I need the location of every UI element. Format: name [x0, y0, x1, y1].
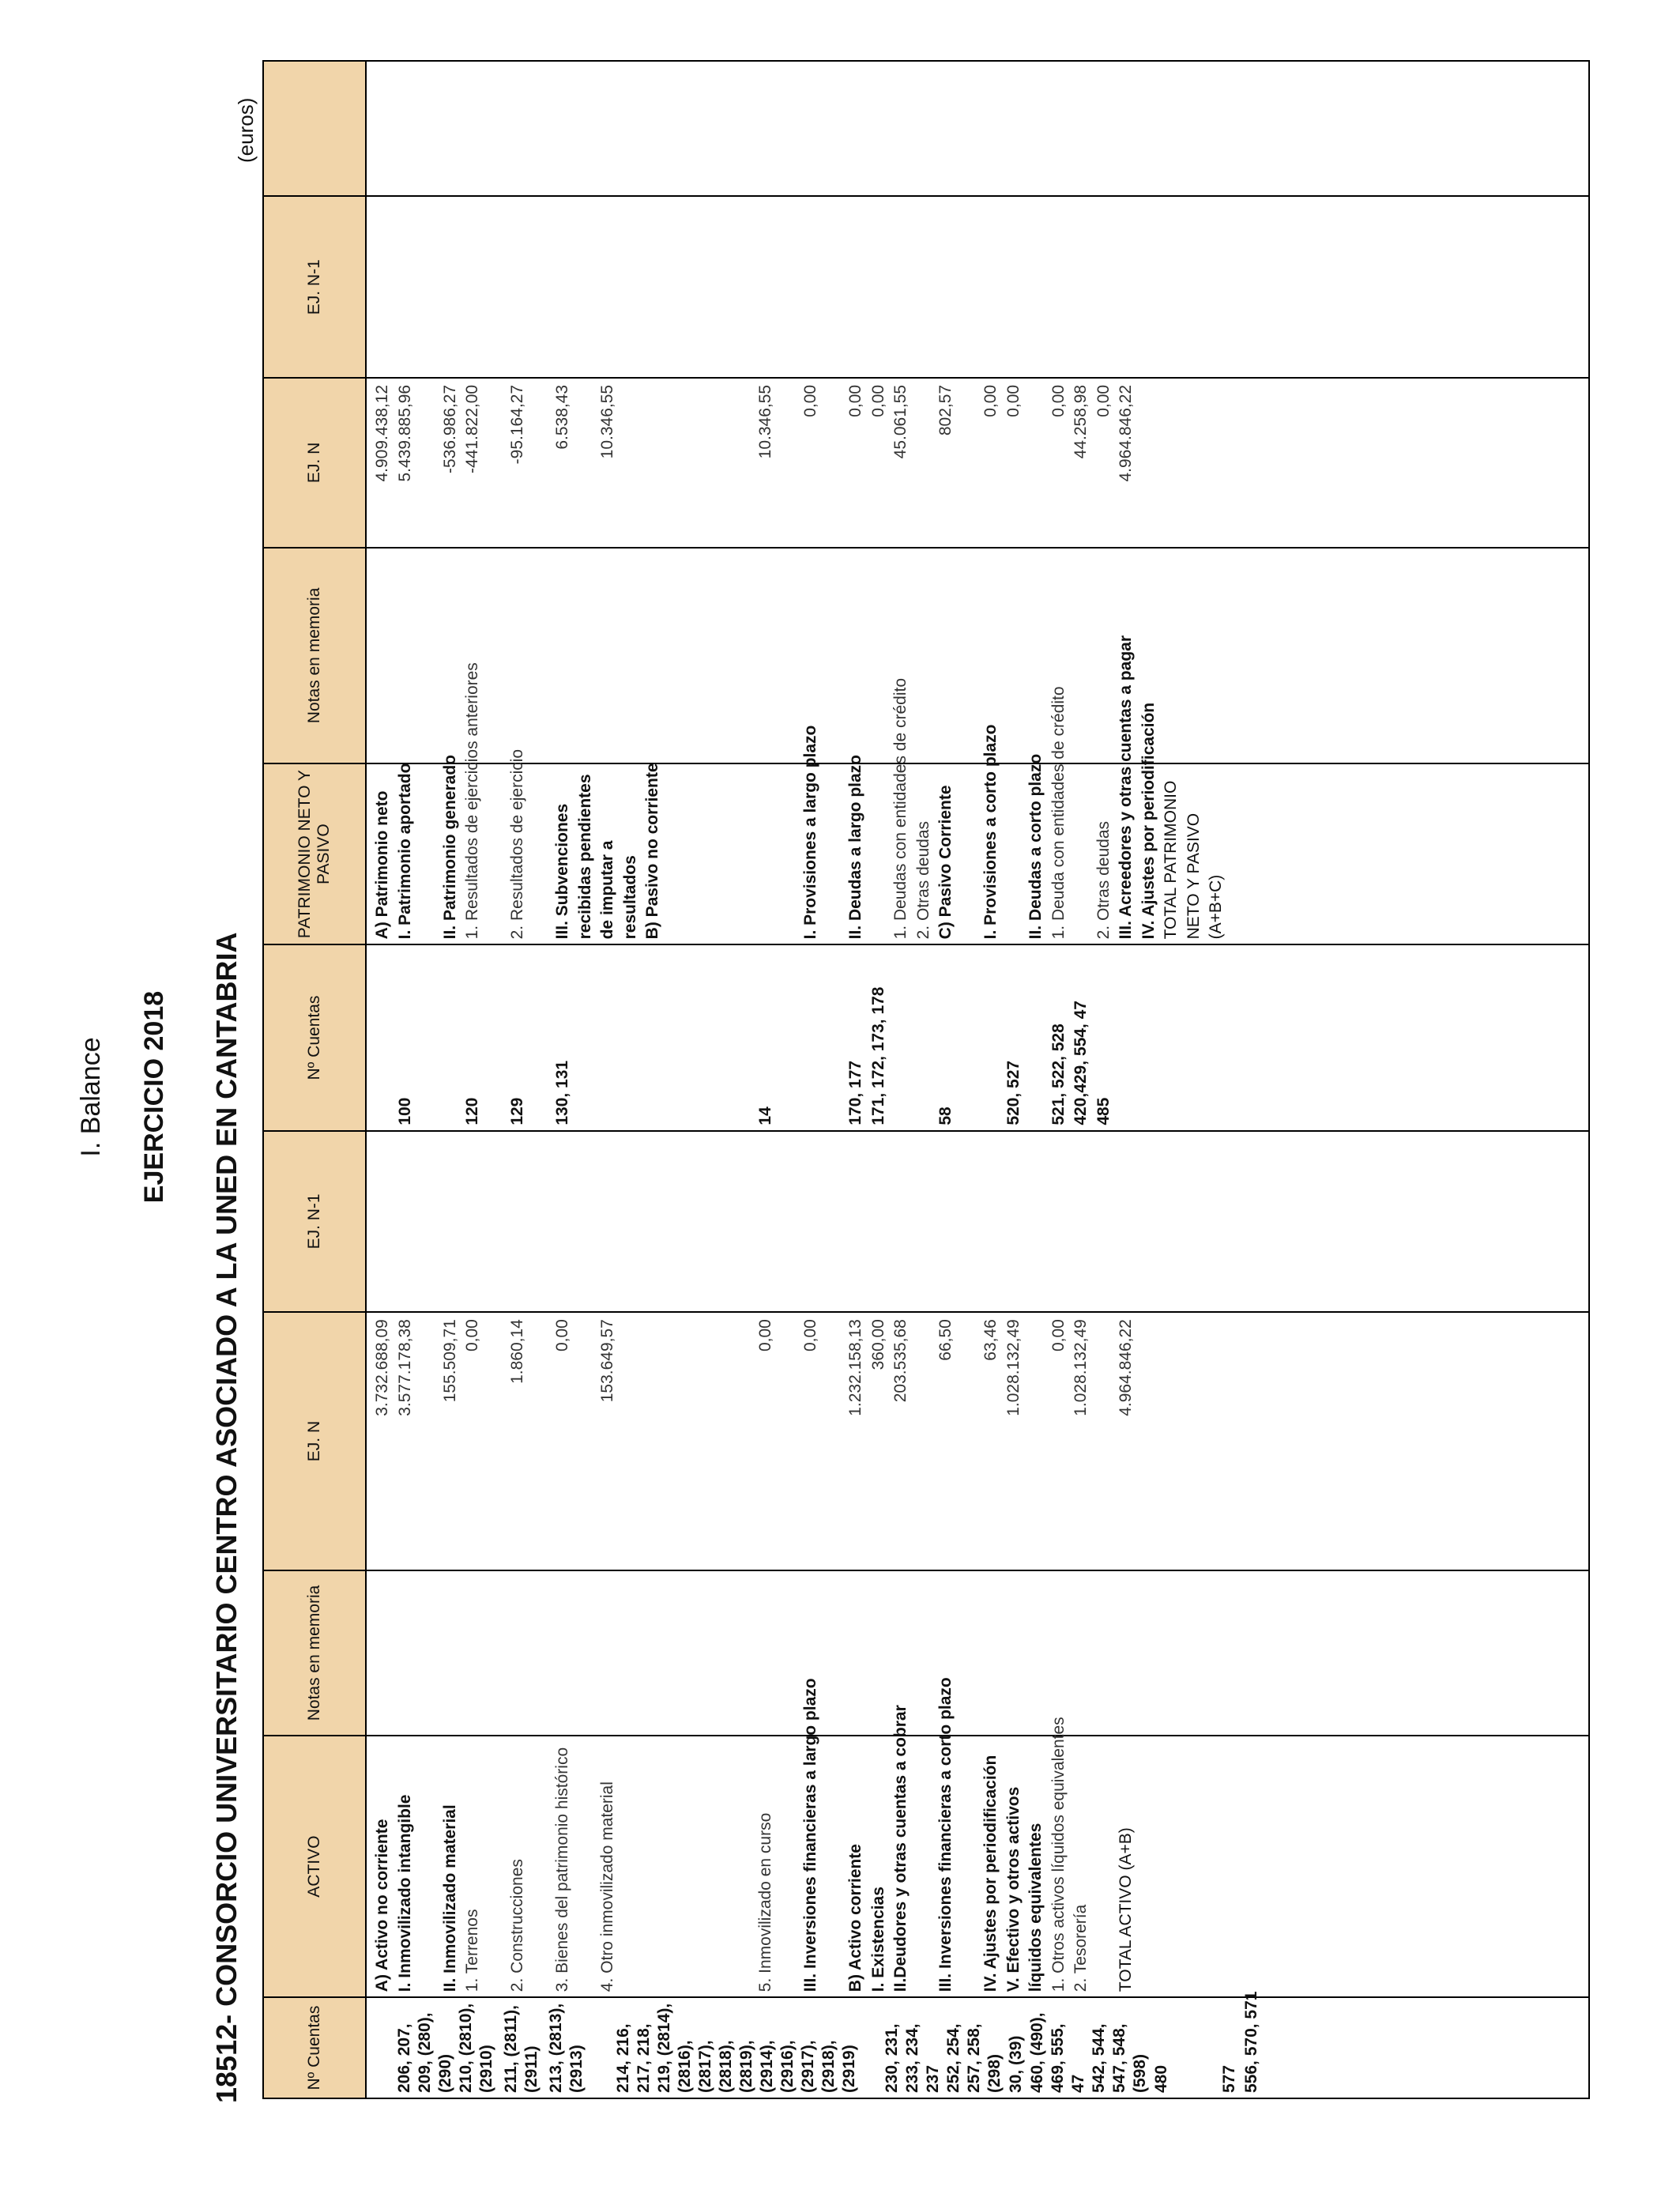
- pasivo-value: 0,00: [1004, 384, 1023, 417]
- pasivo-label: III. Acreedores y otras cuentas a pagar: [1117, 635, 1135, 940]
- pasivo-label: A) Patrimonio neto: [373, 790, 391, 940]
- activo-label: IV. Ajustes por periodificación: [981, 1755, 1000, 1992]
- pasivo-cuentas-col: [366, 944, 1589, 1130]
- activo-label: I. Inmovilizado intangible: [395, 1794, 414, 1992]
- activo-labels-col: [366, 1677, 1589, 1997]
- activo-label: 2. Construcciones: [508, 1859, 526, 1992]
- col-header-ejn1-pasivo: EJ. N-1: [263, 196, 366, 377]
- activo-value: 4.964.846,22: [1117, 1319, 1135, 1416]
- pasivo-value: 0,00: [846, 384, 864, 417]
- acc-cell: [800, 945, 845, 1129]
- acc-cell: 129: [508, 1097, 526, 1125]
- activo-label: A) Activo no corriente: [373, 1819, 391, 1992]
- acc-cell: 520, 527: [1004, 1060, 1023, 1125]
- activo-value: 66,50: [936, 1319, 955, 1361]
- acc-cell: 480: [1152, 2064, 1170, 2093]
- pasivo-value: 0,00: [1094, 384, 1113, 417]
- activo-value: 0,00: [553, 1319, 571, 1352]
- extra-col: [366, 61, 1589, 196]
- activo-label: B) Activo corriente: [846, 1844, 864, 1992]
- activo-value: 155.509,71: [440, 1319, 459, 1403]
- pasivo-label: TOTAL PATRIMONIO NETO Y PASIVO (A+B+C): [1162, 780, 1225, 940]
- activo-label: 2. Tesorería: [1072, 1904, 1090, 1992]
- acc-cell: [597, 945, 755, 1129]
- acc-cell: 213, (2813), (2913): [546, 2003, 586, 2093]
- activo-label: 3. Bienes del patrimonio histórico: [553, 1747, 571, 1992]
- acc-cell: 556, 570, 571: [1242, 1991, 1260, 2093]
- col-header-notas: Notas en memoria: [263, 1570, 366, 1736]
- activo-value: 0,00: [756, 1319, 774, 1352]
- pasivo-value: 0,00: [868, 384, 887, 417]
- pasivo-label: I. Provisiones a corto plazo: [981, 724, 1000, 940]
- acc-cell: 214, 216, 217, 218, 219, (2814), (2816), (2817), (2818), (2819), (2914), (2916), (2917), (2918), (2919): [613, 2003, 858, 2093]
- acc-cell: 170, 177: [846, 1060, 864, 1125]
- activo-label: III. Inversiones financieras a largo plazo: [801, 1678, 819, 1992]
- pasivo-notas-col: [366, 548, 1589, 763]
- col-header-activo: ACTIVO: [263, 1736, 366, 1997]
- activo-label: 1. Otros activos líquidos equivalentes: [1049, 1717, 1068, 1992]
- activo-value: 63,46: [981, 1319, 1000, 1361]
- activo-label: II. Inmovilizado material: [440, 1804, 459, 1992]
- acc-cell: [1173, 1998, 1219, 2098]
- pasivo-value: -95.164,27: [508, 384, 526, 465]
- activo-label: I. Existencias: [868, 1887, 887, 1992]
- pasivo-value: 45.061,55: [891, 384, 910, 459]
- activo-value: 0,00: [463, 1319, 481, 1352]
- activo-ejn-col: [366, 1312, 1589, 1570]
- col-header-extra: [263, 61, 366, 196]
- pasivo-ejn-col: [366, 378, 1589, 548]
- fiscal-year: EJERCICIO 2018: [139, 990, 169, 1204]
- table-body-row: [366, 61, 1589, 2098]
- pasivo-value: 10.346,55: [598, 384, 616, 459]
- acc-cell: 420,429, 554, 47: [1072, 1001, 1090, 1125]
- pasivo-label: I. Provisiones a largo plazo: [801, 725, 819, 940]
- pasivo-label: 2. Otras deudas: [913, 820, 932, 940]
- pasivo-label: 2. Resultados de ejercicio: [508, 748, 526, 940]
- activo-label: 5. Inmovilizado en curso: [756, 1812, 774, 1992]
- activo-notas-col: [366, 1570, 1589, 1736]
- pasivo-value: 5.439.885,96: [395, 384, 414, 482]
- pasivo-label: IV. Ajustes por periodificación: [1139, 702, 1158, 940]
- acc-cell: 521, 522, 528: [1049, 1023, 1068, 1125]
- activo-label: II.Deudores y otras cuentas a cobrar: [891, 1705, 910, 1992]
- acc-cell: [371, 945, 394, 1129]
- acc-cell: 30, (39): [1006, 2035, 1025, 2093]
- pasivo-label: 2. Otras deudas: [1094, 820, 1113, 940]
- acc-cell: 100: [395, 1097, 414, 1125]
- activo-label: III. Inversiones financieras a corto plazo: [936, 1677, 955, 1992]
- col-header-pasivo: PATRIMONIO NETO Y PASIVO: [263, 763, 366, 944]
- pasivo-label: II. Deudas a corto plazo: [1026, 753, 1045, 940]
- activo-cuentas-col: [366, 1991, 1589, 2098]
- pasivo-value: -536.986,27: [440, 384, 459, 474]
- col-header-cuentas-pasivo: Nº Cuentas: [263, 944, 366, 1130]
- activo-value: 3.577.178,38: [395, 1319, 414, 1416]
- activo-value: 153.649,57: [598, 1319, 616, 1403]
- activo-value: 1.028.132,49: [1072, 1319, 1090, 1416]
- pasivo-value: 10.346,55: [756, 384, 774, 459]
- pasivo-value: 0,00: [1049, 384, 1068, 417]
- col-header-notas-pasivo: Notas en memoria: [263, 548, 366, 763]
- pasivo-ejn1-col: [366, 196, 1589, 377]
- activo-value: 0,00: [1049, 1319, 1068, 1352]
- pasivo-labels-col: [366, 635, 1589, 944]
- balance-table: [262, 60, 1590, 2099]
- pasivo-value: 0,00: [981, 384, 1000, 417]
- acc-cell: [980, 945, 1003, 1129]
- acc-cell: 460, (490), 469, 555, 47: [1028, 2012, 1087, 2093]
- acc-cell: 58: [936, 1106, 955, 1125]
- pasivo-label: 1. Deudas con entidades de crédito: [891, 677, 910, 940]
- activo-label: TOTAL ACTIVO (A+B): [1117, 1827, 1135, 1992]
- activo-value: 0,00: [801, 1319, 819, 1352]
- acc-cell: 577: [1219, 2064, 1238, 2093]
- pasivo-label: 1. Resultados de ejercicios anteriores: [463, 662, 481, 940]
- activo-value: 3.732.688,09: [373, 1319, 391, 1416]
- acc-cell: 542, 544, 547, 548, (598): [1090, 2023, 1149, 2093]
- col-header-ejn: EJ. N: [263, 1312, 366, 1570]
- col-header-ejn1: EJ. N-1: [263, 1131, 366, 1312]
- activo-value: 203.535,68: [891, 1319, 910, 1403]
- acc-cell: 14: [756, 1106, 774, 1125]
- pasivo-label: III. Subvenciones recibidas pendientes de imputar a resultados: [553, 774, 639, 940]
- activo-label: 1. Terrenos: [463, 1909, 481, 1992]
- pasivo-value: 6.538,43: [553, 384, 571, 450]
- activo-ejn1-col: [366, 1131, 1589, 1312]
- activo-label: V. Efectivo y otros activos líquidos equivalentes: [1004, 1786, 1045, 1992]
- acc-cell: 210, (2810), (2910): [456, 2003, 495, 2093]
- acc-cell: 120: [463, 1097, 481, 1125]
- acc-cell: 171, 172, 173, 178: [868, 986, 887, 1125]
- pasivo-label: C) Pasivo Corriente: [936, 785, 955, 940]
- activo-label: 4. Otro inmovilizado material: [598, 1781, 616, 1992]
- pasivo-label: II. Patrimonio generado: [440, 755, 459, 940]
- col-header-ejn-pasivo: EJ. N: [263, 378, 366, 548]
- activo-value: 1.232.158,13: [846, 1319, 864, 1416]
- pasivo-value: 802,57: [936, 384, 955, 436]
- acc-cell: [371, 1998, 394, 2098]
- acc-cell: 230, 231, 233, 234, 237: [882, 2023, 942, 2093]
- currency-note: (euros): [234, 97, 258, 163]
- entity-name: 18512- CONSORCIO UNIVERSITARIO CENTRO ASOCIADO A LA UNED EN CANTABRIA: [210, 932, 243, 2103]
- pasivo-label: II. Deudas a largo plazo: [846, 755, 864, 940]
- acc-cell: 211, (2811), (2911): [501, 2005, 541, 2093]
- pasivo-value: 44.258,98: [1072, 384, 1090, 459]
- acc-cell: [439, 945, 462, 1129]
- acc-cell: [890, 945, 935, 1129]
- acc-cell: 485: [1094, 1097, 1113, 1125]
- page-title: I. Balance: [76, 1037, 106, 1157]
- pasivo-label: I. Patrimonio aportado: [395, 763, 414, 940]
- col-header-cuentas: Nº Cuentas: [263, 1997, 366, 2098]
- pasivo-value: 0,00: [801, 384, 819, 417]
- activo-value: 1.028.132,49: [1004, 1319, 1023, 1416]
- table-header-row: [263, 61, 366, 2098]
- pasivo-value: 4.909.438,12: [373, 384, 391, 482]
- acc-cell: 252, 254, 257, 258, (298): [944, 2023, 1004, 2093]
- pasivo-value: 4.964.846,22: [1117, 384, 1135, 482]
- pasivo-label: B) Pasivo no corriente: [643, 763, 661, 940]
- pasivo-label: 1. Deuda con entidades de crédito: [1049, 686, 1068, 940]
- acc-cell: 206, 207, 209, (280), (290): [394, 2012, 454, 2093]
- pasivo-value: -441.822,00: [463, 384, 481, 474]
- acc-cell: 130, 131: [553, 1060, 571, 1125]
- activo-value: 1.860,14: [508, 1319, 526, 1384]
- activo-value: 360,00: [868, 1319, 887, 1370]
